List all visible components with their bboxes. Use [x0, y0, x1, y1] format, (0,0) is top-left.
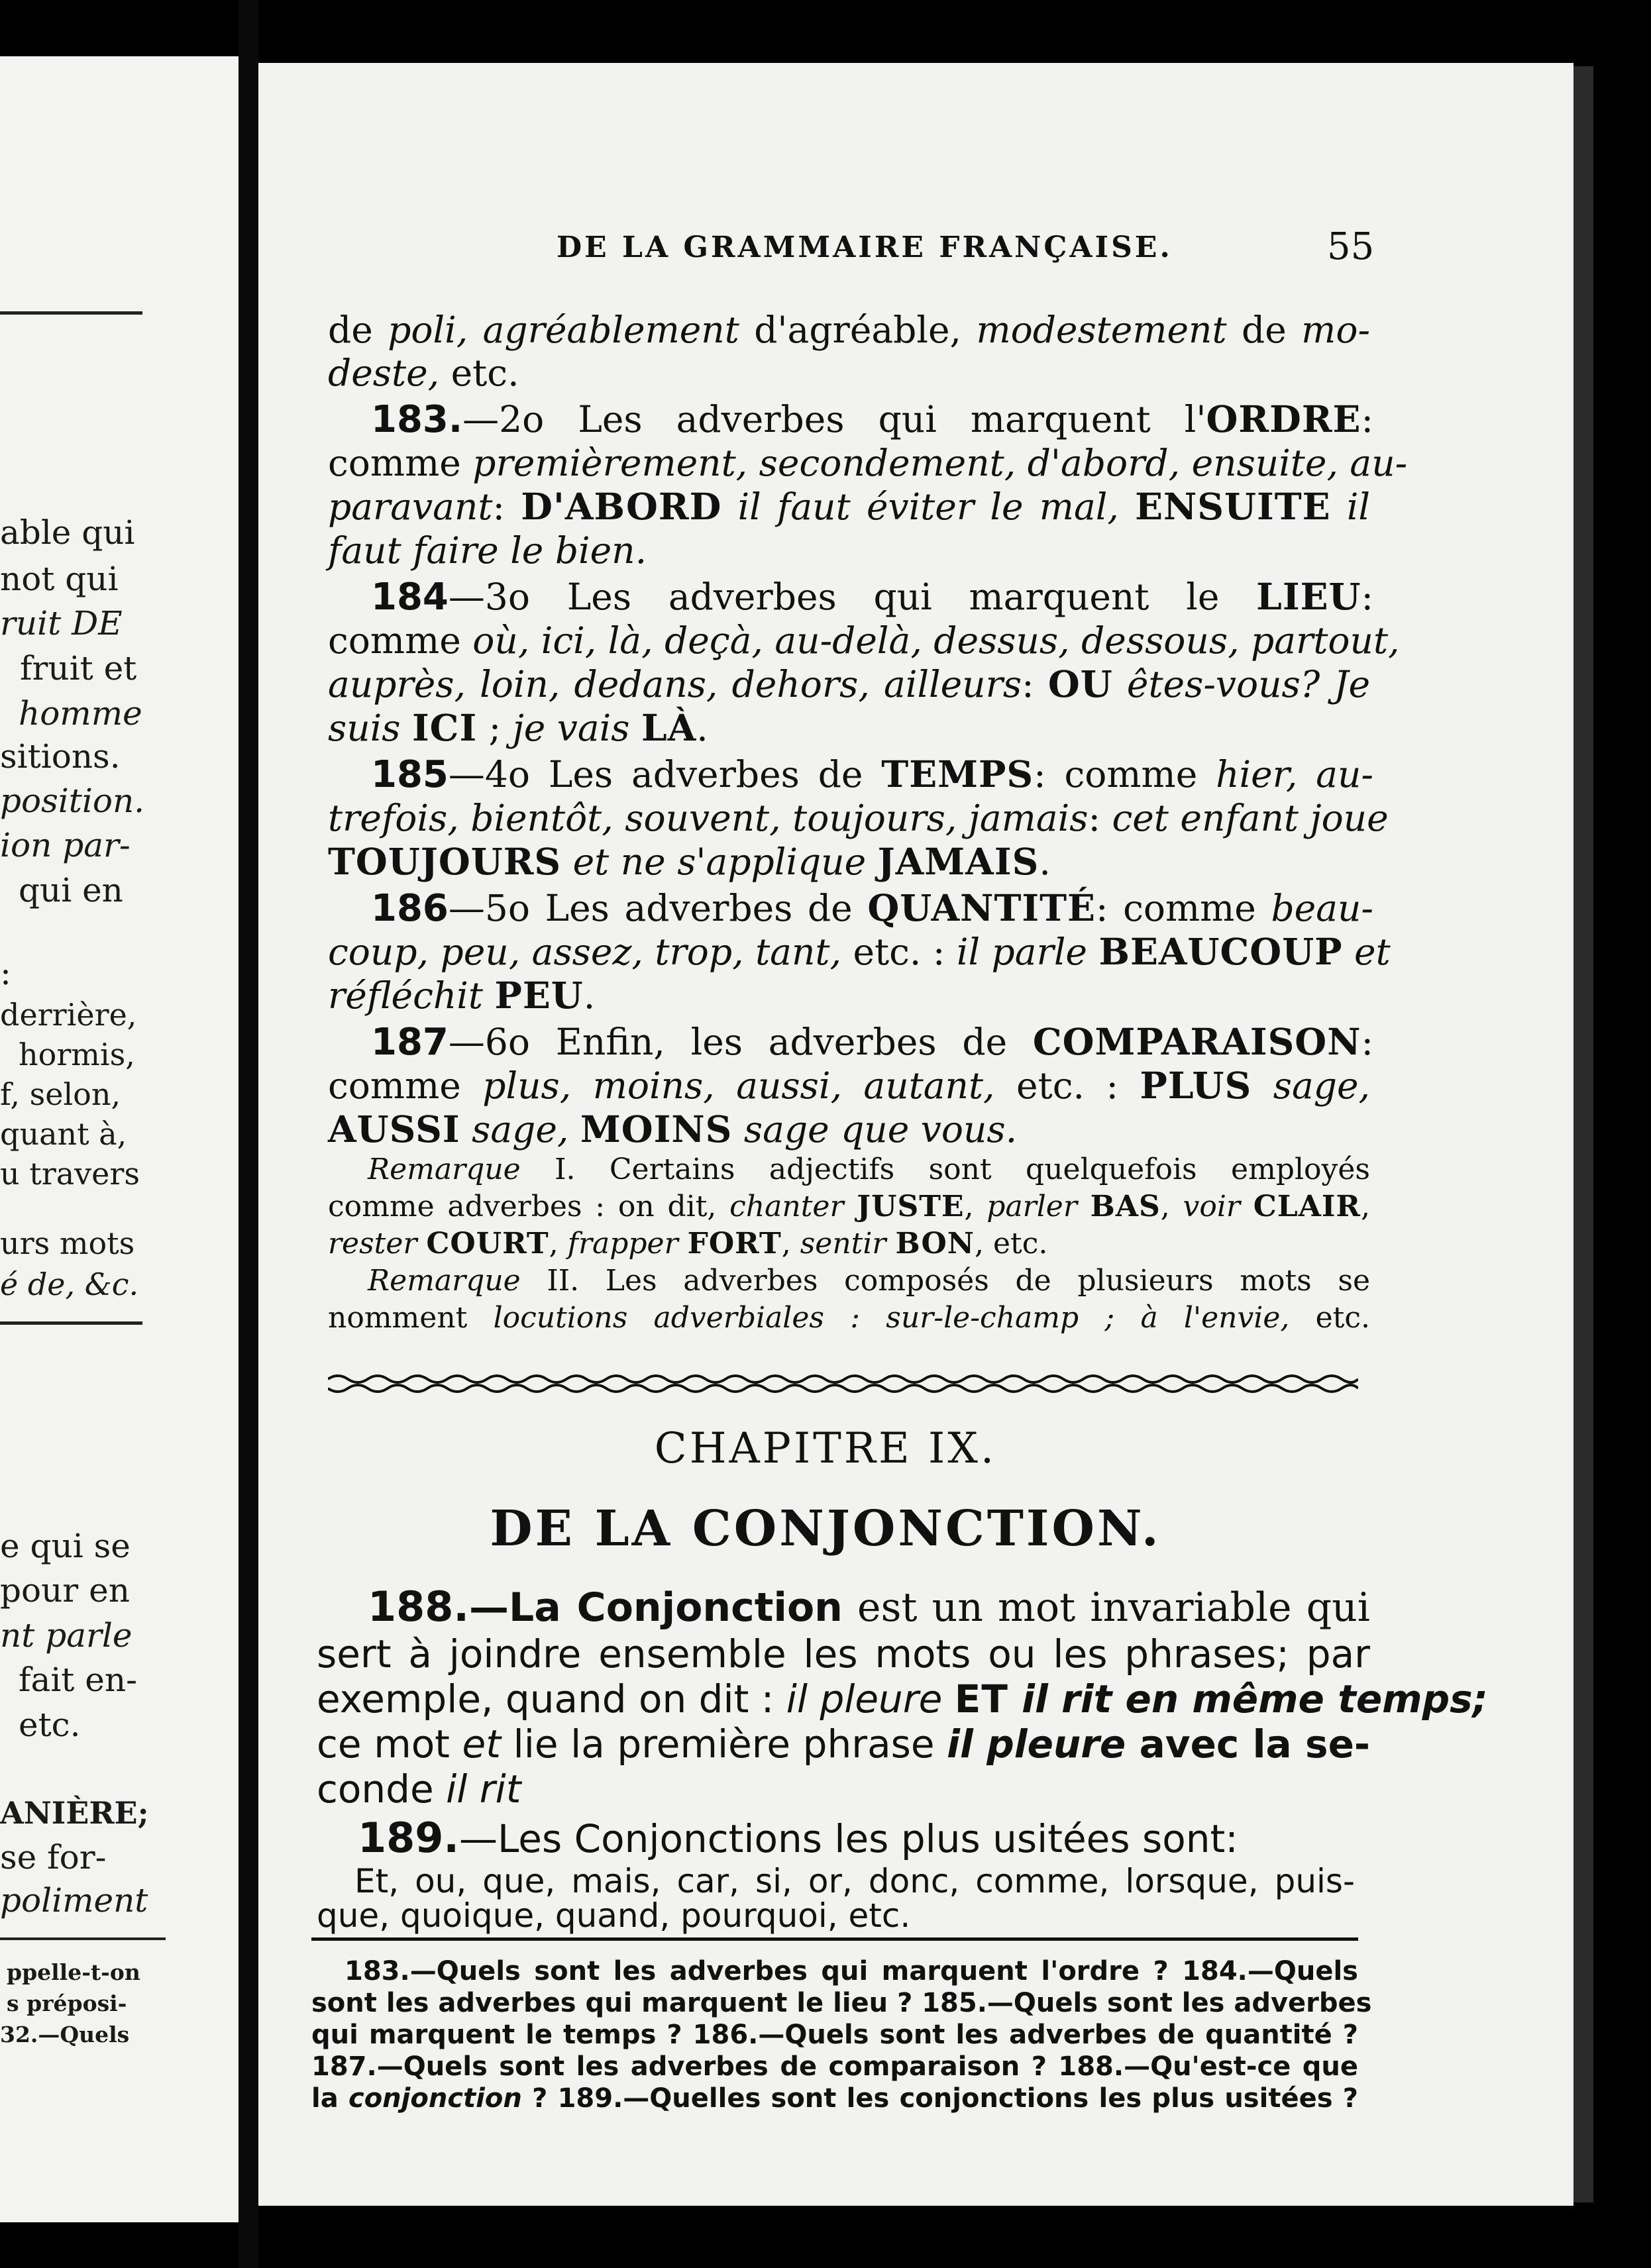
left-line: hormis,: [19, 1037, 135, 1072]
paragraph-186: 186—5o Les adverbes de QUANTITÉ: comme beau-: [371, 886, 1373, 930]
section-number: 183.: [371, 398, 463, 441]
left-line: not qui: [0, 560, 119, 598]
footnote-line: 187.—Quels sont les adverbes de comparaison ? 188.—Qu'est-ce que: [311, 2051, 1359, 2082]
paragraph-188: 188.—La Conjonction est un mot invariable qui: [368, 1582, 1370, 1631]
section-number: 185: [371, 753, 449, 796]
left-line: é de, &c.: [0, 1266, 139, 1302]
remark-2: Remarque II. Les adverbes composés de plusieurs mots se: [368, 1264, 1370, 1298]
left-line: e qui se: [0, 1527, 131, 1565]
section-number: 186: [371, 887, 449, 930]
left-line: poliment: [0, 1881, 148, 1920]
body-line: sert à joindre ensemble les mots ou les phrases; par: [317, 1631, 1370, 1676]
left-ornament-rule: [0, 311, 142, 315]
paragraph-187: 187—6o Enfin, les adverbes de COMPARAISON:: [371, 1020, 1373, 1064]
body-line: trefois, bientôt, souvent, toujours, jamais: cet enfant joue: [328, 797, 1389, 839]
left-line: nt parle: [0, 1616, 133, 1655]
body-line: comme plus, moins, aussi, autant, etc. : PLUS sage,: [328, 1064, 1370, 1107]
body-line: faut faire le bien.: [328, 529, 647, 572]
left-line: urs mots: [0, 1225, 135, 1261]
footnote-line: 183.—Quels sont les adverbes qui marquent l'ordre ? 184.—Quels: [345, 1956, 1358, 1986]
conjunction-list: que, quoique, quand, pourquoi, etc.: [317, 1896, 911, 1935]
left-line: :: [0, 954, 11, 992]
left-line: fruit et: [20, 649, 137, 688]
footnote-line: la conjonction ? 189.—Quelles sont les conjonctions les plus usitées ?: [311, 2083, 1358, 2114]
section-number: 188.: [368, 1582, 469, 1631]
page-number: 55: [1327, 225, 1375, 268]
left-line: se for-: [0, 1838, 107, 1877]
paragraph-184: 184—3o Les adverbes qui marquent le LIEU:: [371, 575, 1373, 619]
left-line: etc.: [19, 1706, 81, 1744]
left-line: able qui: [0, 513, 135, 552]
body-line: comme adverbes : on dit, chanter JUSTE, parler BAS, voir CLAIR,: [328, 1190, 1370, 1223]
left-ornament-rule: [0, 1321, 142, 1325]
body-line: TOUJOURS et ne s'applique JAMAIS.: [328, 840, 1051, 883]
body-line: comme premièrement, secondement, d'abord, ensuite, au-: [328, 442, 1408, 484]
left-line: sitions.: [0, 737, 121, 776]
body-line: conde il rit: [317, 1767, 521, 1812]
left-line: ion par-: [0, 826, 131, 864]
body-line: paravant: D'ABORD il faut éviter le mal, ENSUITE il: [328, 485, 1371, 528]
paragraph-183: 183.—2o Les adverbes qui marquent l'ORDRE:: [371, 397, 1373, 441]
body-line: exemple, quand on dit : il pleure ET il rit en même temps;: [317, 1676, 1488, 1722]
left-line: ruit DE: [0, 604, 123, 643]
section-number: 187: [371, 1021, 449, 1064]
running-title: DE LA GRAMMAIRE FRANÇAISE.: [557, 231, 1173, 264]
body-line: auprès, loin, dedans, dehors, ailleurs: OU êtes-vous? Je: [328, 662, 1371, 705]
left-line: position.: [0, 782, 145, 820]
body-line: suis ICI ; je vais LÀ.: [328, 706, 708, 749]
body-line: deste, etc.: [328, 352, 519, 394]
left-line: pour en: [0, 1571, 130, 1610]
chapter-title: DE LA CONJONCTION.: [490, 1500, 1161, 1557]
paragraph-185: 185—4o Les adverbes de TEMPS: comme hier, au-: [371, 752, 1373, 796]
body-line: ce mot et lie la première phrase il pleure avec la se-: [317, 1722, 1370, 1767]
left-line: qui en: [19, 871, 123, 909]
footnote-line: sont les adverbes qui marquent le lieu ? 185.—Quels sont les adverbes: [311, 1988, 1372, 2018]
left-line: u travers: [0, 1156, 140, 1192]
left-line: derrière,: [0, 997, 137, 1033]
left-footnote-line: s préposi-: [7, 1990, 127, 2016]
conjunction-list: Et, ou, que, mais, car, si, or, donc, comme, lorsque, puis-: [354, 1862, 1355, 1900]
left-line: ANIÈRE;: [0, 1795, 149, 1831]
left-footnote-line: 32.—Quels: [0, 2022, 130, 2047]
left-footnote-line: ppelle-t-on: [7, 1959, 140, 1985]
ornamental-wavy-rule: [328, 1371, 1358, 1398]
page-edge: [1573, 66, 1593, 2202]
left-line: quant à,: [0, 1116, 127, 1152]
book-gutter: [239, 0, 258, 2268]
section-number: 189.: [358, 1814, 459, 1862]
body-line: de poli, agréablement d'agréable, modestement de mo-: [328, 309, 1371, 351]
body-line: nomment locutions adverbiales : sur-le-champ ; à l'envie, etc.: [328, 1301, 1370, 1335]
body-line: rester COURT, frapper FORT, sentir BON, etc.: [328, 1227, 1048, 1261]
chapter-label: CHAPITRE IX.: [654, 1424, 997, 1473]
left-footnote-rule: [0, 1937, 166, 1940]
body-line: comme où, ici, là, deçà, au-delà, dessus, dessous, partout,: [328, 619, 1400, 662]
remark-1: Remarque I. Certains adjectifs sont quelquefois employés: [368, 1153, 1370, 1186]
left-line: fait en-: [19, 1661, 137, 1699]
left-line: f, selon,: [0, 1076, 121, 1112]
left-line: homme: [19, 694, 142, 733]
footnote-line: qui marquent le temps ? 186.—Quels sont les adverbes de quantité ?: [311, 2020, 1358, 2050]
footnote-rule: [311, 1937, 1358, 1941]
body-line: réfléchit PEU.: [328, 974, 596, 1017]
body-line: coup, peu, assez, trop, tant, etc. : il parle BEAUCOUP et: [328, 930, 1391, 973]
paragraph-189: 189.—Les Conjonctions les plus usitées sont:: [358, 1814, 1238, 1862]
section-number: 184: [371, 576, 449, 619]
body-line: AUSSI sage, MOINS sage que vous.: [328, 1108, 1018, 1151]
